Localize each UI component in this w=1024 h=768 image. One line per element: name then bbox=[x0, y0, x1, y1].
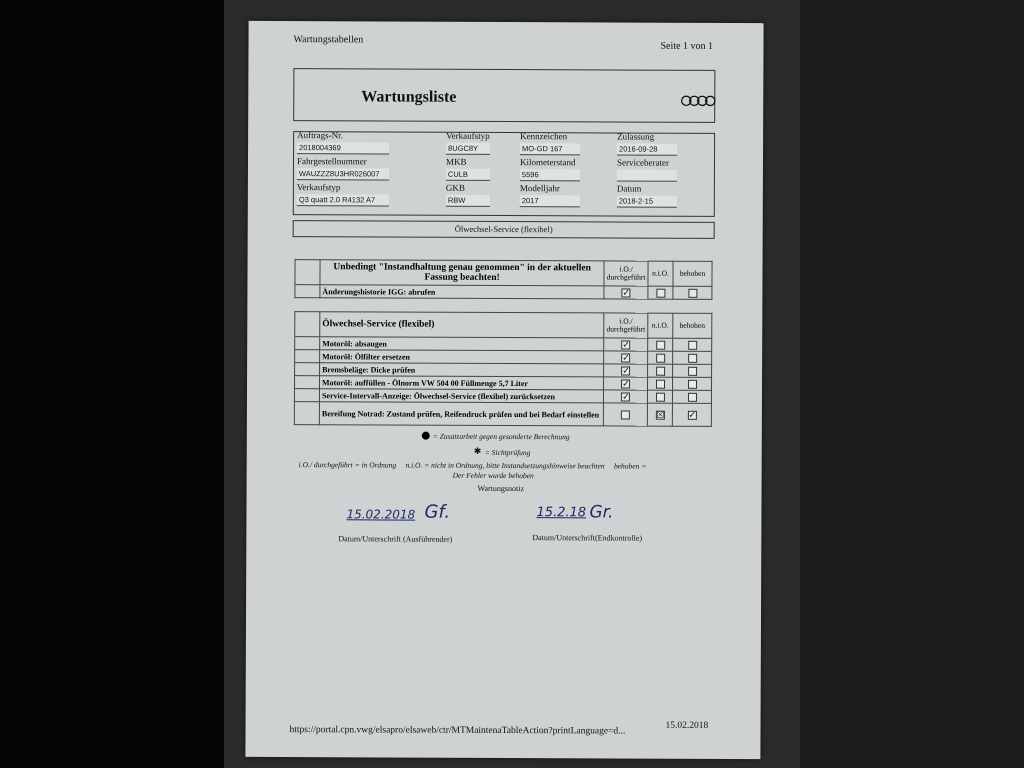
right-sign-date: 15.2.18 bbox=[536, 505, 587, 521]
four-rings-logo-icon bbox=[680, 95, 716, 107]
io-checkbox[interactable]: ✓ bbox=[622, 287, 631, 298]
kz-value: MO-GD 167 bbox=[520, 143, 580, 155]
document-page bbox=[245, 21, 763, 759]
footer-date: 15.02.2018 bbox=[665, 720, 709, 731]
fgst-label: Fahrgestellnummer bbox=[296, 156, 367, 167]
row-label: Motoröl: Ölfilter ersetzen bbox=[320, 350, 604, 364]
mkb-value: CULB bbox=[446, 169, 490, 181]
vkt-value: 8UGC8Y bbox=[446, 143, 490, 155]
vkt-label: Verkaufstyp bbox=[446, 130, 490, 141]
io-checkbox[interactable]: ✓ bbox=[622, 352, 630, 363]
table1-col-behoben: behoben bbox=[673, 261, 712, 286]
row-label: Bremsbeläge: Dicke prüfen bbox=[320, 363, 604, 377]
title-box bbox=[293, 68, 715, 123]
legend-line2: Der Fehler wurde behoben bbox=[452, 470, 534, 481]
background-left bbox=[0, 0, 224, 768]
service-table bbox=[294, 311, 712, 427]
dat-label: Datum bbox=[616, 183, 642, 194]
table2-col-behoben: behoben bbox=[673, 313, 712, 338]
kz-label: Kennzeichen bbox=[520, 131, 568, 142]
km-label: Kilometerstand bbox=[519, 157, 576, 168]
table2-heading: Ölwechsel-Service (flexibel) bbox=[320, 312, 604, 338]
page-number: Seite 1 von 1 bbox=[660, 40, 714, 52]
left-sign-label: Datum/Unterschrift (Ausführender) bbox=[338, 534, 453, 544]
row-label: Motoröl: absaugen bbox=[320, 337, 604, 351]
eye-icon: ✱ bbox=[473, 445, 482, 456]
legend-sicht: = Sichtprüfung bbox=[484, 447, 531, 458]
table1-col-io: i.O./ durchgeführt bbox=[604, 261, 648, 286]
legend-zusatz: = Zusatzarbeit gegen gesonderte Berechnung bbox=[432, 431, 570, 442]
mkb-label: MKB bbox=[445, 156, 467, 167]
behoben-checkbox[interactable] bbox=[688, 380, 697, 389]
nio-checkbox[interactable] bbox=[655, 392, 664, 401]
table1-heading: Unbedingt "Instandhaltung genau genommen" in der aktuellen Fassung beachten! bbox=[320, 260, 604, 286]
nio-checkbox[interactable] bbox=[656, 353, 665, 362]
nio-checkbox[interactable]: ☒ bbox=[656, 409, 665, 420]
auftrag-label: Auftrags-Nr. bbox=[297, 130, 343, 141]
igg-table bbox=[294, 259, 712, 300]
left-sign-date: 15.02.2018 bbox=[346, 507, 416, 522]
row-label: Motoröl: auffüllen - Ölnorm VW 504 00 Füllmenge 5,7 Liter bbox=[320, 376, 604, 390]
io-checkbox[interactable]: ✓ bbox=[622, 391, 630, 402]
nio-checkbox[interactable] bbox=[656, 366, 665, 375]
wartungsnotiz-label: Wartungsnotiz bbox=[477, 483, 525, 494]
auftrag-value: 2018004369 bbox=[297, 142, 389, 154]
row-label: Bereifung Notrad: Zustand prüfen, Reifendruck prüfen und bei Bedarf einstellen bbox=[319, 402, 603, 426]
io-checkbox[interactable]: ✓ bbox=[622, 365, 630, 376]
table2-col-io: i.O./ durchgeführt bbox=[604, 313, 648, 338]
io-checkbox[interactable]: ✓ bbox=[622, 378, 630, 389]
nio-checkbox[interactable] bbox=[656, 340, 665, 349]
row-label: Service-Intervall-Anzeige: Ölwechsel-Service (flexibel) zurücksetzen bbox=[319, 389, 603, 403]
io-checkbox[interactable]: ✓ bbox=[622, 339, 630, 350]
sb-label: Serviceberater bbox=[616, 157, 669, 168]
fgst-value: WAUZZZ8U3HR026007 bbox=[297, 168, 389, 180]
behoben-checkbox[interactable] bbox=[688, 354, 697, 363]
table1-col-nio: n.i.O. bbox=[648, 261, 673, 286]
io-checkbox[interactable] bbox=[621, 410, 630, 419]
mj-value: 2017 bbox=[520, 195, 580, 207]
legend-line1: i.O./ durchgeführt = in Ordnung n.i.O. = nicht in Ordnung, bitte Instandsetzungshinweise beachten behoben = bbox=[298, 460, 647, 471]
behoben-checkbox[interactable]: ✓ bbox=[688, 409, 696, 420]
background-right bbox=[800, 0, 1024, 768]
row-label: Änderungshistorie IGG: abrufen bbox=[320, 285, 604, 299]
bullet-icon bbox=[422, 432, 430, 440]
behoben-checkbox[interactable] bbox=[688, 341, 697, 350]
mj-label: Modelljahr bbox=[519, 183, 560, 194]
vk-label: Verkaufstyp bbox=[296, 182, 341, 193]
table2-col-nio: n.i.O. bbox=[648, 313, 673, 338]
right-signature: Gr. bbox=[589, 502, 614, 523]
gkb-value: RBW bbox=[446, 195, 490, 207]
left-signature: Gf. bbox=[424, 501, 451, 523]
page-title: Wartungsliste bbox=[361, 88, 457, 106]
right-sign-label: Datum/Unterschrift(Endkontrolle) bbox=[532, 533, 643, 543]
zul-label: Zulassung bbox=[617, 131, 655, 142]
behoben-checkbox[interactable] bbox=[687, 393, 696, 402]
zul-value: 2016-09-28 bbox=[617, 143, 677, 155]
nio-checkbox[interactable] bbox=[656, 379, 665, 388]
behoben-checkbox[interactable] bbox=[688, 367, 697, 376]
service-bar: Ölwechsel-Service (flexibel) bbox=[293, 220, 715, 239]
header-left: Wartungstabellen bbox=[293, 34, 364, 46]
behoben-checkbox[interactable] bbox=[688, 289, 697, 298]
km-value: 5596 bbox=[520, 169, 580, 181]
dat-value: 2018-2-15 bbox=[617, 195, 677, 207]
table-row bbox=[294, 402, 711, 427]
sb-value bbox=[617, 169, 677, 181]
table-row bbox=[295, 285, 712, 300]
footer-url: https://portal.cpn.vwg/elsapro/elsaweb/ctr/MTMaintenaTableAction?printLanguage=d... bbox=[289, 725, 626, 737]
gkb-label: GKB bbox=[445, 182, 465, 193]
nio-checkbox[interactable] bbox=[656, 288, 665, 297]
vk-value: Q3 quatt 2.0 R4132 A7 bbox=[297, 194, 389, 206]
